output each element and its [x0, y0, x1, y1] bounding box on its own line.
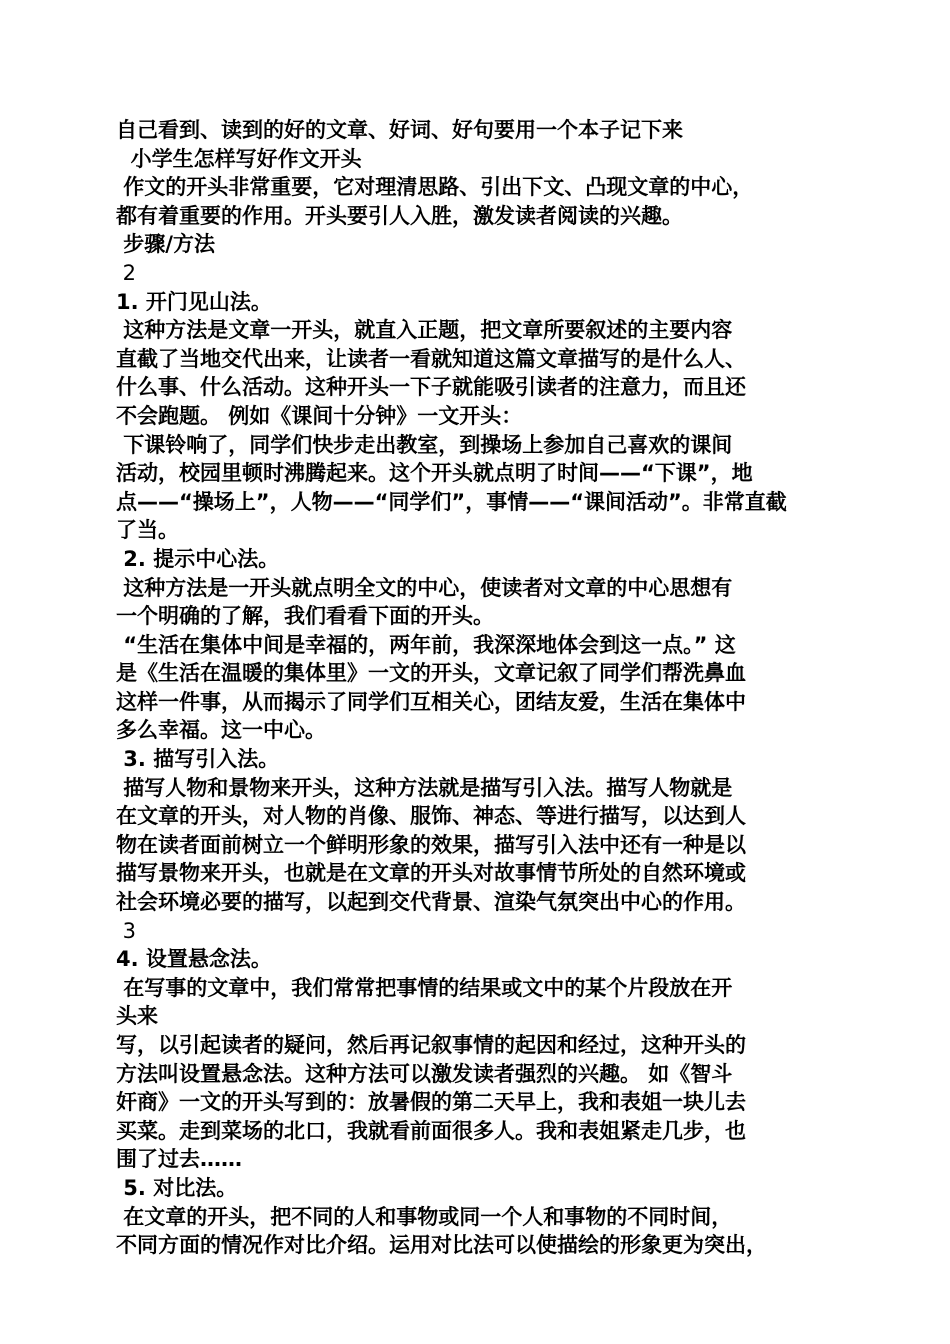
text-line: 自己看到、读到的好的文章、好词、好句要用一个本子记下来 — [116, 118, 683, 142]
text-line: 是《生活在温暖的集体里》一文的开头，文章记叙了同学们帮洗鼻血 — [116, 661, 746, 686]
text-line: 写，以引起读者的疑问，然后再记叙事情的起因和经过，这种开头的 — [116, 1033, 746, 1057]
text-line: 描写景物来开头，也就是在文章的开头对故事情节所处的自然环境或 — [116, 861, 746, 886]
text-line: 5. 对比法。 — [116, 1175, 238, 1200]
text-line: 一个明确的了解，我们看看下面的开头。 — [116, 604, 494, 629]
text-line: 围了过去…… — [116, 1147, 242, 1172]
text-line: 不同方面的情况作对比介绍。运用对比法可以使描绘的形象更为突出， — [116, 1233, 767, 1258]
text-line: 小学生怎样写好作文开头 — [116, 146, 362, 171]
text-line: 2 — [116, 260, 137, 285]
text-line: 活动，校园里顿时沸腾起来。这个开头就点明了时间——“下课”，地 — [116, 461, 753, 486]
text-line: 这样一件事，从而揭示了同学们互相关心，团结友爱，生活在集体中 — [116, 689, 746, 714]
text-line: 在写事的文章中，我们常常把事情的结果或文中的某个片段放在开 — [116, 975, 733, 1000]
text-line: 3. 描写引入法。 — [116, 747, 280, 772]
text-line: 在文章的开头，对人物的肖像、服饰、神态、等进行描写，以达到人 — [116, 804, 746, 829]
text-line: 都有着重要的作用。开头要引人入胜，激发读者阅读的兴趣。 — [116, 203, 683, 228]
text-line: 了当。 — [116, 518, 179, 543]
text-line: 直截了当地交代出来，让读者一看就知道这篇文章描写的是什么人、 — [116, 346, 746, 371]
text-line: 物在读者面前树立一个鲜明形象的效果，描写引入法中还有一种是以 — [116, 832, 746, 857]
text-line: 方法叫设置悬念法。这种方法可以激发读者强烈的兴趣。 如《智斗 — [116, 1061, 733, 1086]
text-line: 3 — [116, 918, 137, 943]
text-line: 1. 开门见山法。 — [116, 289, 272, 314]
text-line: 奸商》一文的开头写到的：放暑假的第二天早上，我和表姐一块儿去 — [116, 1090, 746, 1115]
text-line: 这种方法是一开头就点明全文的中心，使读者对文章的中心思想有 — [116, 575, 733, 600]
text-line: 社会环境必要的描写，以起到交代背景、渲染气氛突出中心的作用。 — [116, 890, 746, 915]
document-body — [116, 116, 840, 1260]
text-line: 这种方法是文章一开头，就直入正题，把文章所要叙述的主要内容 — [116, 318, 733, 343]
text-line: 描写人物和景物来开头，这种方法就是描写引入法。描写人物就是 — [116, 775, 733, 800]
text-line: 2. 提示中心法。 — [116, 546, 280, 571]
text-line: 4. 设置悬念法。 — [116, 947, 272, 972]
text-line: 什么事、什么活动。这种开头一下子就能吸引读者的注意力，而且还 — [116, 375, 746, 400]
text-line: 不会跑题。 例如《课间十分钟》一文开头： — [116, 403, 523, 428]
text-line: 下课铃响了，同学们快步走出教室，到操场上参加自己喜欢的课间 — [116, 432, 733, 457]
text-line: 在文章的开头，把不同的人和事物或同一个人和事物的不同时间， — [116, 1204, 733, 1229]
text-line: 头来 — [116, 1004, 158, 1029]
text-line: 多么幸福。这一中心。 — [116, 718, 326, 743]
text-line: “生活在集体中间是幸福的，两年前，我深深地体会到这一点。” 这 — [116, 632, 736, 657]
text-line: 买菜。走到菜场的北口，我就看前面很多人。我和表姐紧走几步，也 — [116, 1118, 746, 1143]
text-line: 点——“操场上”，人物——“同学们”，事情——“课间活动”。非常直截 — [116, 489, 787, 514]
text-line: 步骤/方法 — [116, 232, 215, 257]
text-line: 作文的开头非常重要，它对理清思路、引出下文、凸现文章的中心， — [116, 175, 754, 200]
